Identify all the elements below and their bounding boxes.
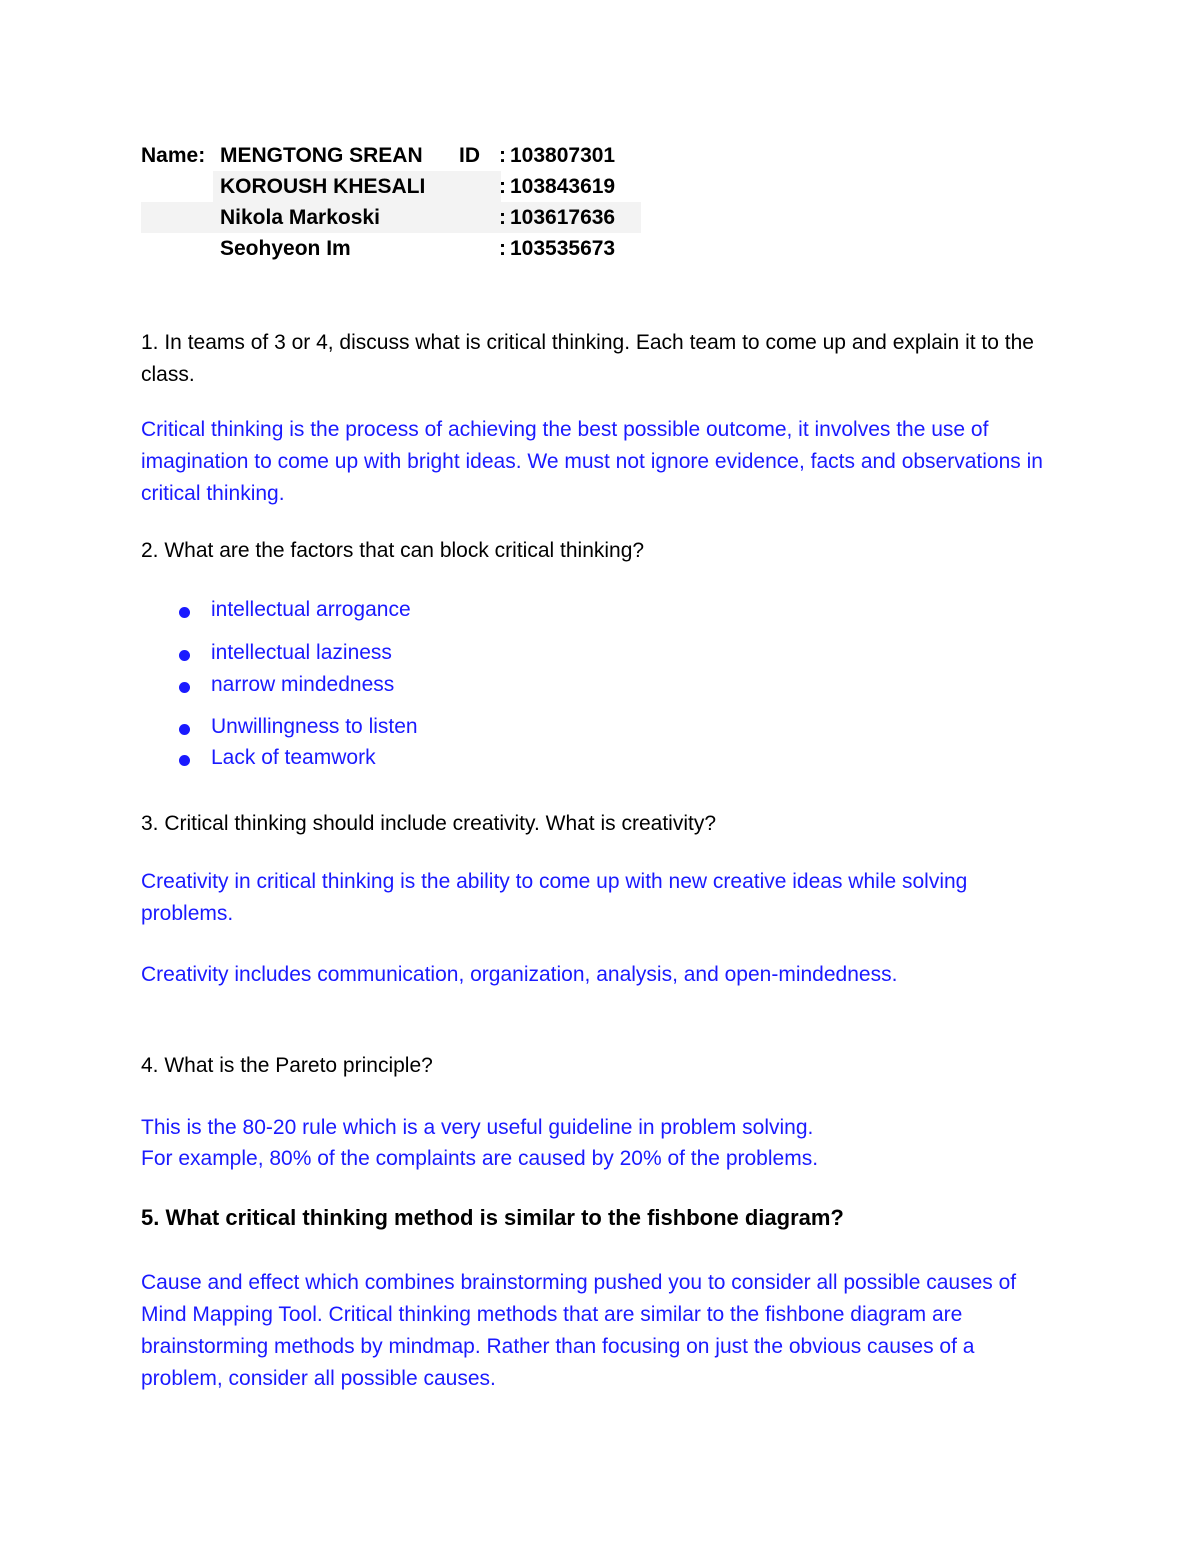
list-item-text: intellectual arrogance (211, 598, 411, 621)
question-3: 3. Critical thinking should include creativity. What is creativity? (141, 812, 717, 835)
member-id: 103535673 (510, 237, 616, 260)
list-item-text: Lack of teamwork (211, 746, 376, 769)
answer-5: Cause and effect which combines brainstorming pushed you to consider all possible causes of Mind Mapping Tool. Critical thinking methods that are similar to the fishbone diagram are brainstorming methods by mindmap. Rather than focusing on just the obvious causes of a problem, consider all possible causes. (141, 1271, 1017, 1390)
answer-3-part-2: Creativity includes communication, organization, analysis, and open-mindedness. (141, 963, 898, 986)
bullet-icon (179, 682, 190, 693)
question-4: 4. What is the Pareto principle? (141, 1054, 433, 1077)
member-name: MENGTONG SREAN (220, 144, 423, 167)
bullet-icon (179, 650, 190, 661)
question-5: 5. What critical thinking method is similar to the fishbone diagram? (141, 1205, 844, 1230)
list-item-text: Unwillingness to listen (211, 715, 418, 738)
member-id: 103843619 (510, 175, 616, 198)
list-item-text: intellectual laziness (211, 641, 392, 664)
member-row (141, 140, 641, 171)
answer-3-part-1: Creativity in critical thinking is the ability to come up with new creative ideas while solving problems. (141, 870, 968, 925)
member-name: Nikola Markoski (220, 206, 380, 229)
member-row (141, 202, 641, 233)
bullet-icon (179, 755, 190, 766)
member-id: 103617636 (510, 206, 616, 229)
list-item-text: narrow mindedness (211, 673, 395, 696)
name-label: Name: (141, 144, 206, 167)
team-members-block (141, 140, 641, 264)
member-colon: : (499, 206, 506, 229)
answer-1: Critical thinking is the process of achieving the best possible outcome, it involves the use of imagination to come up with bright ideas. We must not ignore evidence, facts and observations in critical thinking. (141, 418, 1043, 505)
member-row (141, 233, 641, 264)
question-2: 2. What are the factors that can block critical thinking? (141, 539, 645, 562)
member-name: Seohyeon Im (220, 237, 351, 260)
member-id: 103807301 (510, 144, 616, 167)
answer-4-part-2: For example, 80% of the complaints are caused by 20% of the problems. (141, 1147, 819, 1170)
member-row (141, 171, 641, 202)
member-colon: : (499, 144, 506, 167)
id-label: ID (459, 144, 480, 167)
member-colon: : (499, 237, 506, 260)
member-colon: : (499, 175, 506, 198)
bullet-icon (179, 607, 190, 618)
bullet-icon (179, 724, 190, 735)
member-name: KOROUSH KHESALI (220, 175, 426, 198)
question-1: 1. In teams of 3 or 4, discuss what is critical thinking. Each team to come up and explain it to the class. (141, 331, 1034, 386)
answer-4-part-1: This is the 80-20 rule which is a very useful guideline in problem solving. (141, 1116, 814, 1139)
